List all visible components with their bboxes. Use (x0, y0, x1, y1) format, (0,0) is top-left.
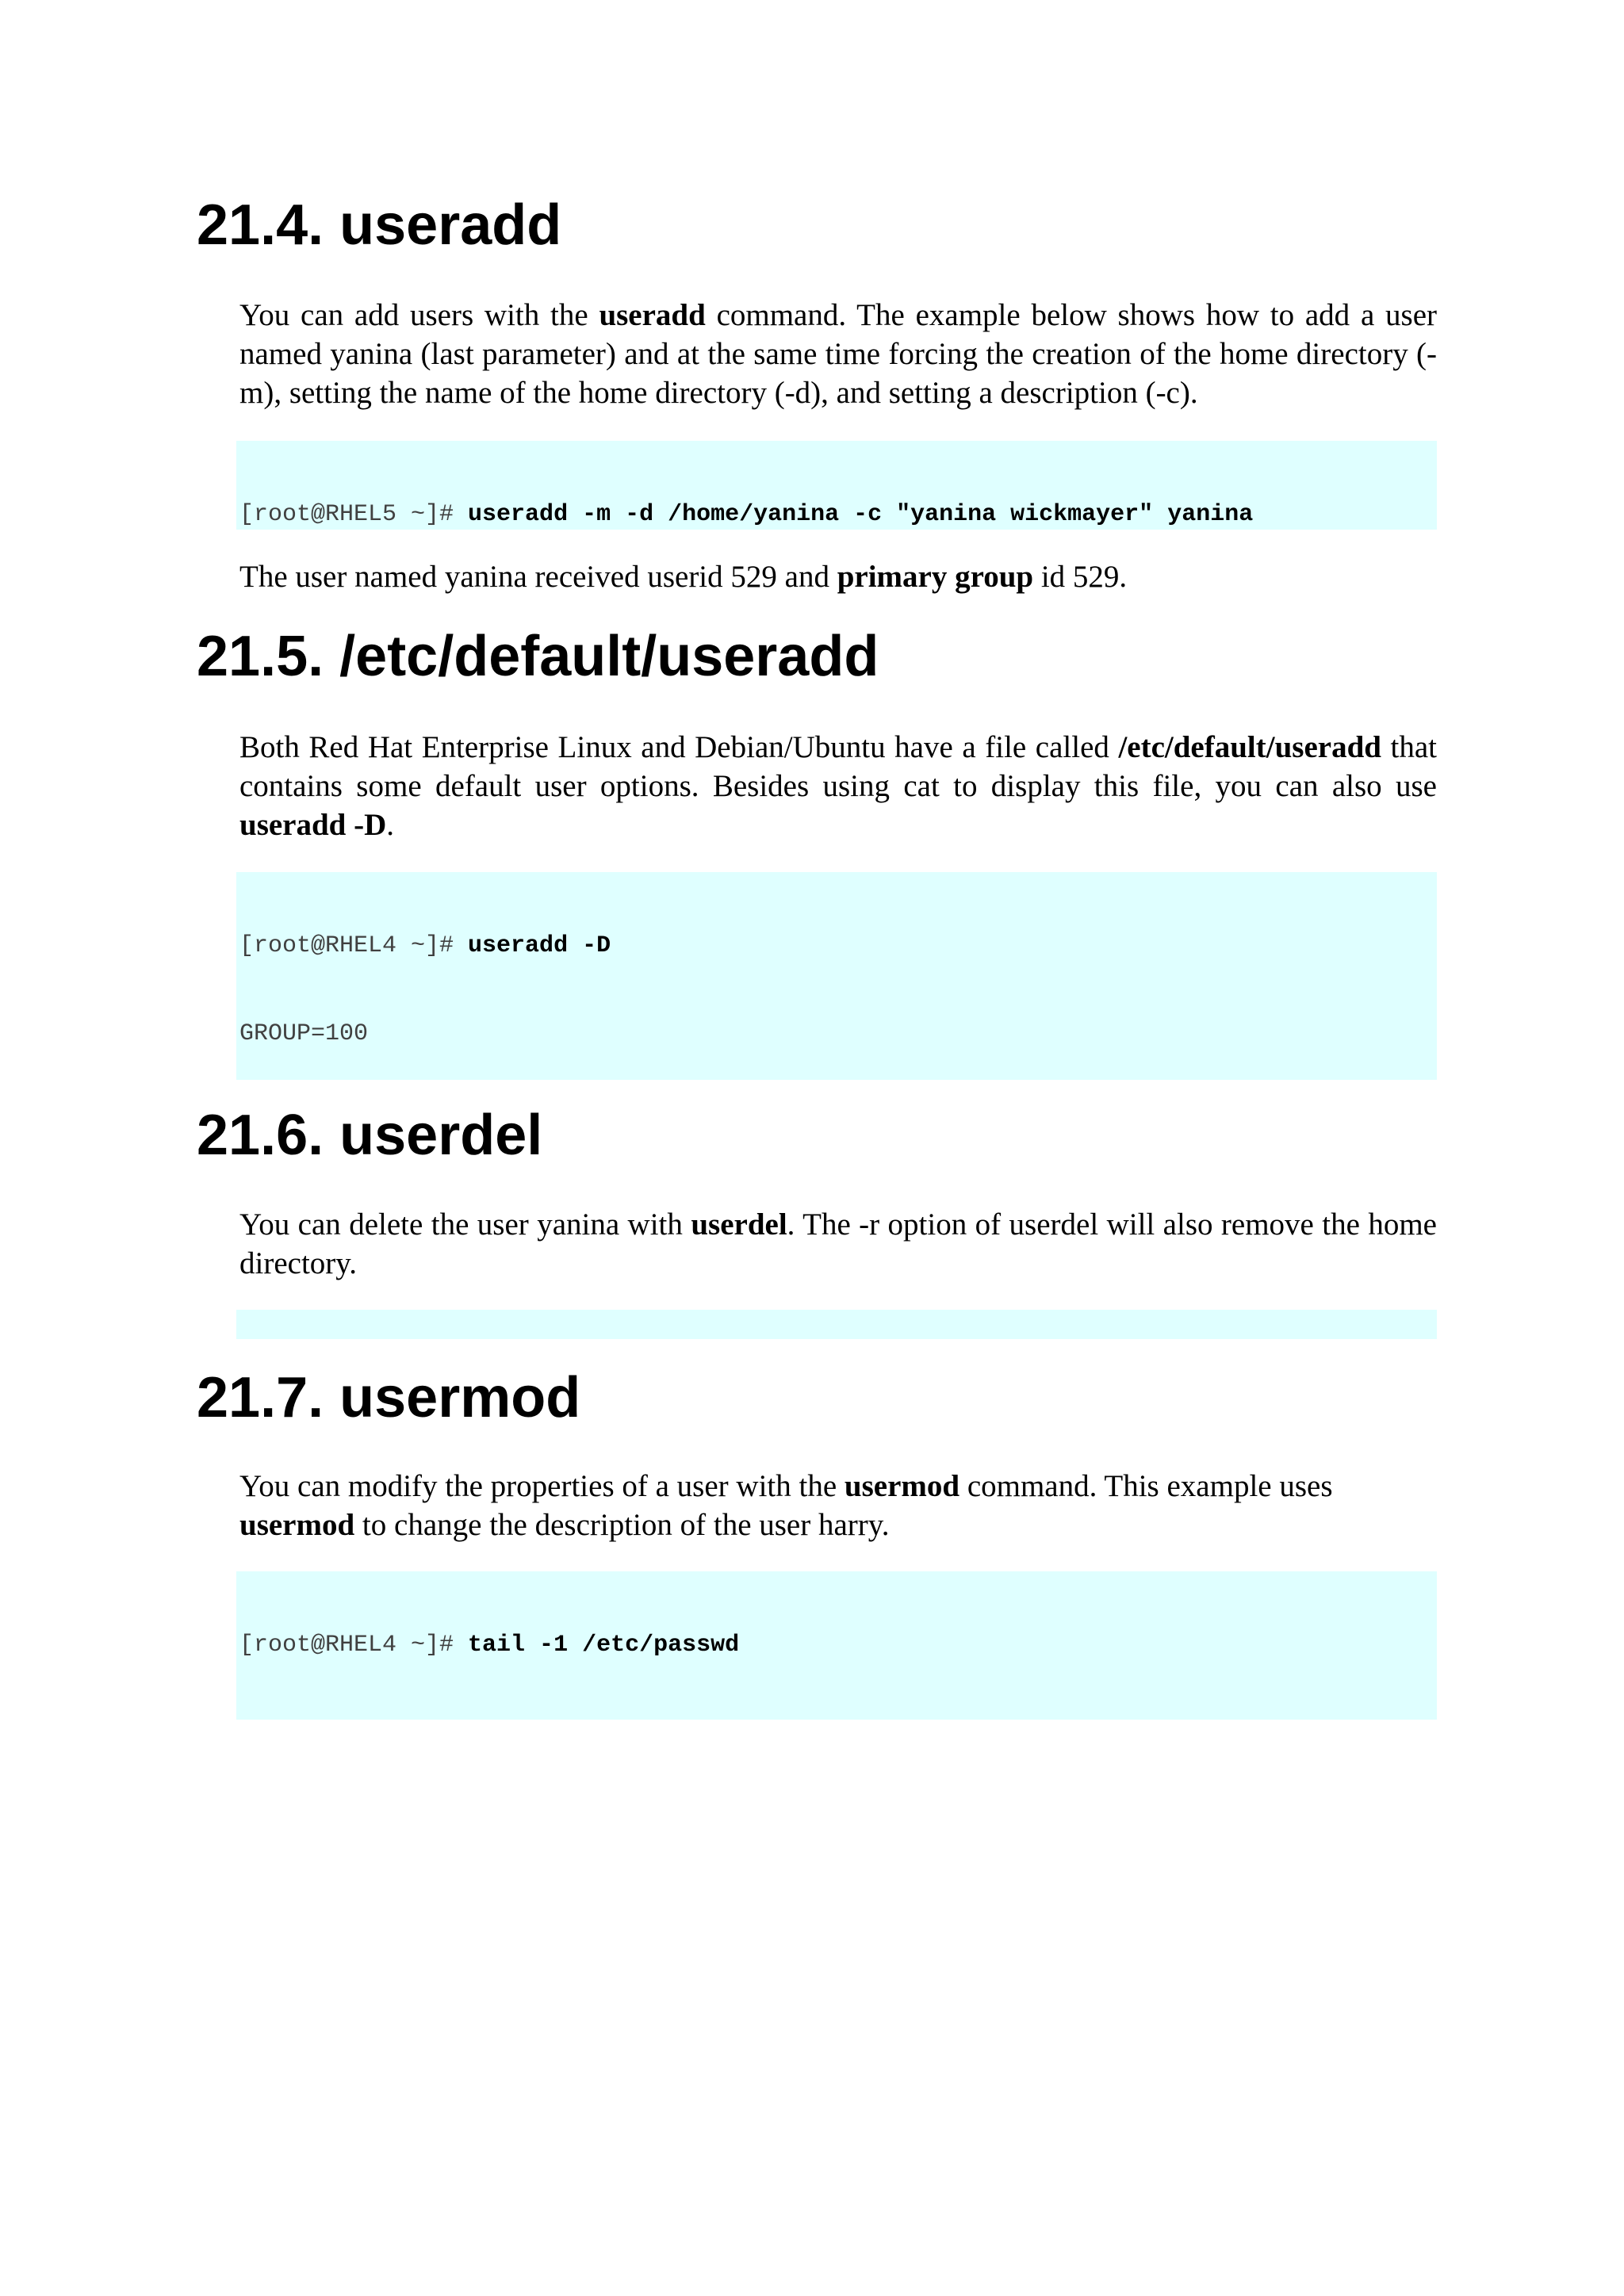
paragraph-usermod: You can modify the properties of a user with the usermod command. This example uses usermod to change the description of the user harry. (239, 1469, 1333, 1542)
term-usermod: usermod (844, 1469, 960, 1503)
term-primary-group: primary group (837, 560, 1034, 594)
code-line: [root@RHEL4 ~]# tail -1 /etc/passwd (239, 1631, 740, 1659)
term-usermod-2: usermod (239, 1508, 355, 1542)
section-heading-useradd: 21.4. useradd (197, 193, 562, 257)
term-useradd: useradd (599, 298, 706, 332)
code-block-useradd (236, 441, 1437, 530)
code-line: [root@RHEL4 ~]# useradd -D (239, 932, 611, 959)
section-heading-etc-default-useradd: 21.5. /etc/default/useradd (197, 625, 879, 688)
code-block-userdel (236, 1310, 1437, 1339)
paragraph-etc-default-useradd: Both Red Hat Enterprise Linux and Debian/Ubuntu have a file called /etc/default/useradd that contains some default user options. Besides using cat to display this file, you can also use useradd -D. (239, 730, 1438, 842)
section-heading-usermod: 21.7. usermod (197, 1366, 581, 1429)
code-line (239, 1719, 1434, 1720)
section-heading-userdel: 21.6. userdel (197, 1104, 543, 1167)
term-etc-default-useradd: /etc/default/useradd (1118, 730, 1381, 764)
code-block-usermod (236, 1571, 1437, 1720)
term-useradd-d: useradd -D (239, 808, 387, 842)
paragraph-userdel: You can delete the user yanina with userdel. The -r option of userdel will also remove the home directory. (239, 1207, 1437, 1280)
code-block-useradd-defaults (236, 872, 1437, 1080)
paragraph-useradd-intro: You can add users with the useradd command. The example below shows how to add a user named yanina (last parameter) and at the same time forcing the creation of the home directory (-m), setting the name of the home directory (-d), and setting a description (-c). (239, 298, 1437, 410)
term-userdel: userdel (691, 1207, 787, 1242)
paragraph-useradd-result: The user named yanina received userid 529 and primary group id 529. (239, 560, 1128, 594)
code-line: GROUP=100 (239, 1020, 369, 1048)
code-line: [root@RHEL5 ~]# useradd -m -d /home/yanina -c "yanina wickmayer" yanina (239, 500, 1254, 528)
